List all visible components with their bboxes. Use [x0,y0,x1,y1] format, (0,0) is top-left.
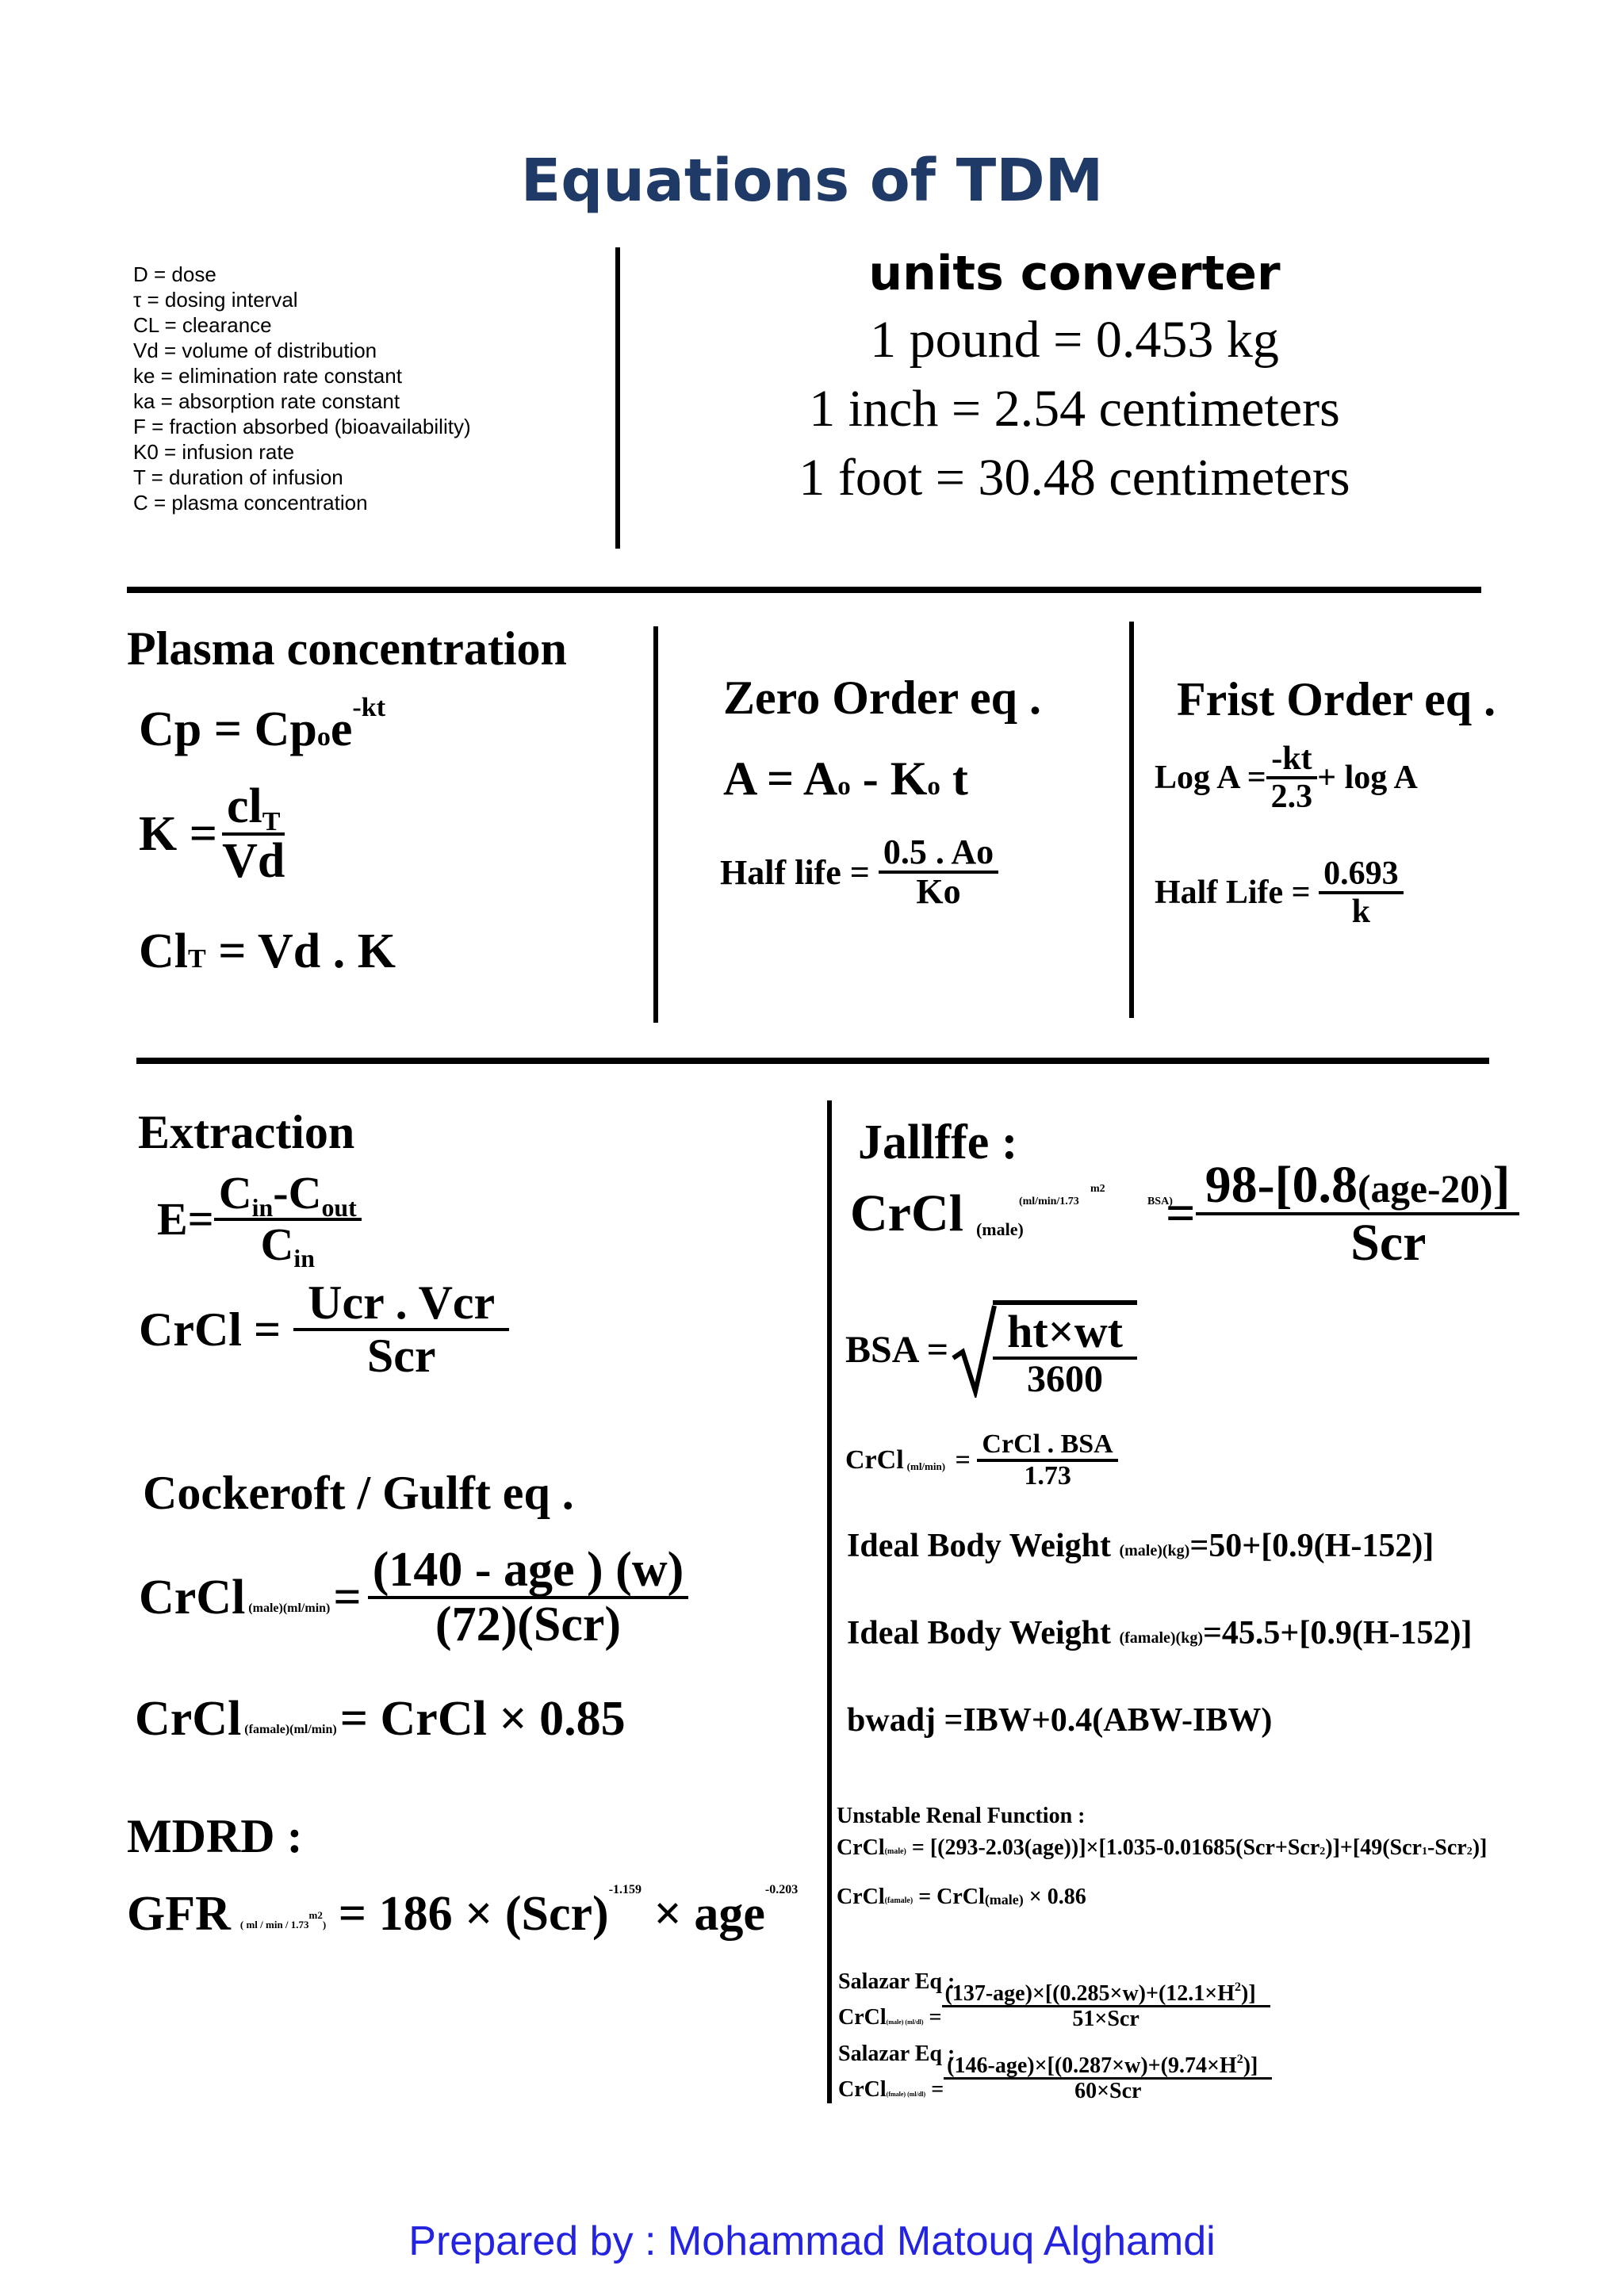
glossary-item: Vd = volume of distribution [133,339,377,362]
crcl-bsa-equation: CrCl (ml/min) = $\frac{\text{CrCl . BSA}}{1.73}$ [845,1430,1118,1490]
unit-line-inch: 1 inch = 2.54 centimeters [809,380,1340,438]
divider-vertical-top [615,247,620,549]
glossary-item: τ = dosing interval [133,288,298,312]
divider-horizontal-2 [136,1058,1489,1064]
units-lines [634,305,1515,512]
zero-equation: A = A o - K o t [723,752,968,805]
salazar-male-equation: CrCl (male) (ml/dl) = $\frac{(137-age)\times[(0.285\times w)+(12.1\times H^2)]}{\text{51×Scr}}$ [838,1982,1270,2031]
sqrt-icon [952,1303,998,1398]
mdrd-heading: MDRD : [127,1810,303,1862]
bsa-equation: BSA = $\frac{ht\times wt}{3600}$ [845,1300,1137,1399]
cockcroft-heading: Cockeroft / Gulft eq . [143,1467,574,1519]
zero-half-life: Half life = $\frac{0.5 . Ao}{Ko}$ [720,834,998,910]
page-title: Equations of TDM [520,147,1104,215]
unstable-female-equation: CrCl (famale) = CrCl (male) × 0.86 [837,1885,1086,1909]
glossary-item: ke = elimination rate constant [133,364,402,388]
glossary-item: CL = clearance [133,313,272,337]
salazar-female-equation: CrCl (fmale) (ml/dl) = $\frac{(146-age)\times[(0.287\times w)+(9.74\times H^2)]}{\text{60×Scr}}$ [838,2054,1272,2103]
divider-horizontal-1 [127,587,1481,593]
ibw-female-equation: Ideal Body Weight (famale)(kg) =45.5+[0.9(H-152)] [847,1615,1473,1651]
extraction-e-equation: E= $\frac{\text{Cin-Cout}}{\text{Cin}}$ [157,1169,362,1269]
first-half-life: Half Life = $\frac{0.693}{k}$ [1155,856,1404,929]
jelliffe-equation: CrCl m2 BSA) (ml/min/1.73 (male) = $\frac{\text{98-[0.8(age-20)]}}{\text{Scr}}$ [850,1158,1519,1271]
plasma-k-equation: K = $\frac{\text{clT}}{Vd}$ [139,779,285,889]
mdrd-gfr-equation: GFR ( ml / min / 1.73m2) = 186 × (Scr) -1.159 × age -0.203 [127,1883,799,1941]
glossary-item: K0 = infusion rate [133,440,295,464]
unstable-male-equation: CrCl (male) = [(293-2.03(age))]×[1.035-0.01685(Scr+Scr 2 )]+[49(Scr 1 -Scr 2 )] [837,1835,1488,1860]
unstable-heading: Unstable Renal Function : [837,1804,1086,1828]
cockcroft-male-equation: CrCl (male)(ml/min) = $\frac{\text{(140 - age ) (w)}}{\text{(72)(Scr)}}$ [139,1544,688,1651]
first-heading: Frist Order eq . [1177,673,1496,725]
bwadj-equation: bwadj =IBW+0.4(ABW-IBW) [847,1702,1273,1739]
plasma-heading: Plasma concentration [127,622,567,675]
salazar-male-heading: Salazar Eq : [838,1969,956,1994]
glossary-item: T = duration of infusion [133,465,343,489]
divider-vertical-mid-1 [653,626,658,1023]
zero-heading: Zero Order eq . [723,672,1042,724]
plasma-cl-equation: Cl T = Vd . K [139,924,396,978]
extraction-crcl-equation: CrCl = $\frac{\text{Ucr . Vcr}}{\text{Scr}}$ [139,1278,509,1381]
glossary-item: C = plasma concentration [133,491,368,515]
footer-credit: Prepared by : Mohammad Matouq Alghamdi [408,2218,1216,2264]
salazar-female-heading: Salazar Eq : [838,2042,956,2066]
first-log-equation: Log A = $\frac{-kt}{2.3}$ + log A [1155,740,1418,816]
plasma-cp-equation: Cp = Cp o e -kt [139,692,386,756]
ibw-male-equation: Ideal Body Weight (male)(kg) =50+[0.9(H-152)] [847,1528,1434,1564]
unit-line-pound: 1 pound = 0.453 kg [870,311,1279,369]
divider-vertical-mid-2 [1129,622,1134,1018]
glossary-item: ka = absorption rate constant [133,389,400,413]
glossary-item: F = fraction absorbed (bioavailability) [133,415,471,438]
unit-line-foot: 1 foot = 30.48 centimeters [799,449,1350,507]
jelliffe-heading: Jallffe : [858,1115,1018,1169]
cockcroft-female-equation: CrCl (famale)(ml/min) = CrCl × 0.85 [135,1692,626,1746]
units-heading: units converter [868,246,1281,301]
extraction-heading: Extraction [138,1106,355,1158]
glossary [133,262,471,515]
glossary-item: D = dose [133,262,216,286]
divider-vertical-bottom [827,1100,832,2103]
